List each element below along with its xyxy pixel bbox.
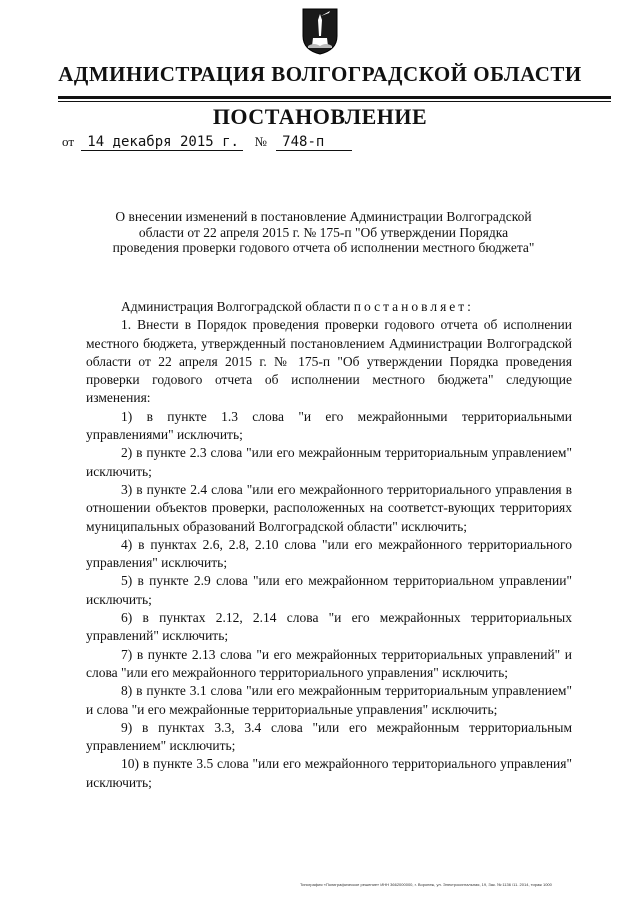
document-date: 14 декабря 2015 г. bbox=[81, 134, 243, 151]
subitem-2: 2) в пункте 2.3 слова "или его межрайонным территориальным управлением" исключить; bbox=[86, 445, 572, 479]
header-rule-thin bbox=[58, 101, 611, 102]
document-body bbox=[86, 298, 572, 792]
subitem-9: 9) в пунктах 3.3, 3.4 слова "или его межрайонным территориальным управлением" исключить; bbox=[86, 719, 572, 754]
subitem-7: 7) в пункте 2.13 слова "и его межрайонных территориальных управлений" и слова "или его межрайонного территориального управления" исключить; bbox=[86, 646, 572, 680]
coat-of-arms-icon bbox=[300, 6, 340, 56]
date-number-line bbox=[62, 134, 352, 151]
subitem-6: 6) в пунктах 2.12, 2.14 слова "и его межрайонных территориальных управлений" исключить; bbox=[86, 610, 572, 644]
subitem-1: 1) в пункте 1.3 слова "и его межрайонными территориальными управлениями" исключить; bbox=[86, 408, 572, 443]
document-number: 748-п bbox=[276, 134, 352, 151]
number-label: № bbox=[254, 134, 267, 149]
subitem-4: 4) в пунктах 2.6, 2.8, 2.10 слова "или его межрайонного территориального управления" исключить; bbox=[86, 536, 572, 571]
subject-line: области от 22 апреля 2015 г. № 175-п "Об утверждении Порядка bbox=[138, 224, 509, 240]
organization-title: АДМИНИСТРАЦИЯ ВОЛГОГРАДСКОЙ ОБЛАСТИ bbox=[58, 62, 582, 86]
paragraph-item-1: 1. Внести в Порядок проведения проверки годового отчета об исполнении местного бюджета, утвержденный постановлением Администрации Волгоградской области от 22 апреля 2015 г. № 175-п "Об утверждении Порядка проведения проверки годового отчета об исполнении местного бюджета" следующие изменения: bbox=[86, 317, 572, 406]
preamble-lead: Администрация Волгоградской области bbox=[121, 299, 351, 314]
subject-line: проведения проверки годового отчета об исполнении местного бюджета" bbox=[112, 240, 535, 255]
date-from-label: от bbox=[62, 134, 75, 149]
preamble-verb: постановляет: bbox=[353, 299, 474, 314]
subitem-5: 5) в пункте 2.9 слова "или его межрайонном территориальном управлении" исключить; bbox=[86, 573, 572, 607]
preamble bbox=[86, 298, 572, 316]
header-rule-thick bbox=[58, 96, 611, 99]
subitem-10: 10) в пункте 3.5 слова "или его межрайонного территориального управления" исключить; bbox=[86, 756, 572, 790]
document-subject bbox=[76, 209, 571, 256]
subitem-3: 3) в пункте 2.4 слова "или его межрайонного территориального управления в отношении объектов проверки, расположенных на соответст-вующих территориях муниципальных образований Волгоградской области" исключить; bbox=[86, 481, 572, 534]
subject-line: О внесении изменений в постановление Администрации Волгоградской bbox=[115, 209, 532, 224]
print-footer: Типография «Полиграфическое решение» ИНН 3662000000, г. Воронеж, ул. Электросигнальная, 19, Зак. № 1136 /11. 2014, тираж 1000 bbox=[300, 882, 552, 887]
document-type-title: ПОСТАНОВЛЕНИЕ bbox=[212, 104, 428, 129]
subitem-8: 8) в пункте 3.1 слова "или его межрайонным территориальным управлением" и слова "и его межрайонные территориальные управления" исключить; bbox=[86, 683, 572, 717]
